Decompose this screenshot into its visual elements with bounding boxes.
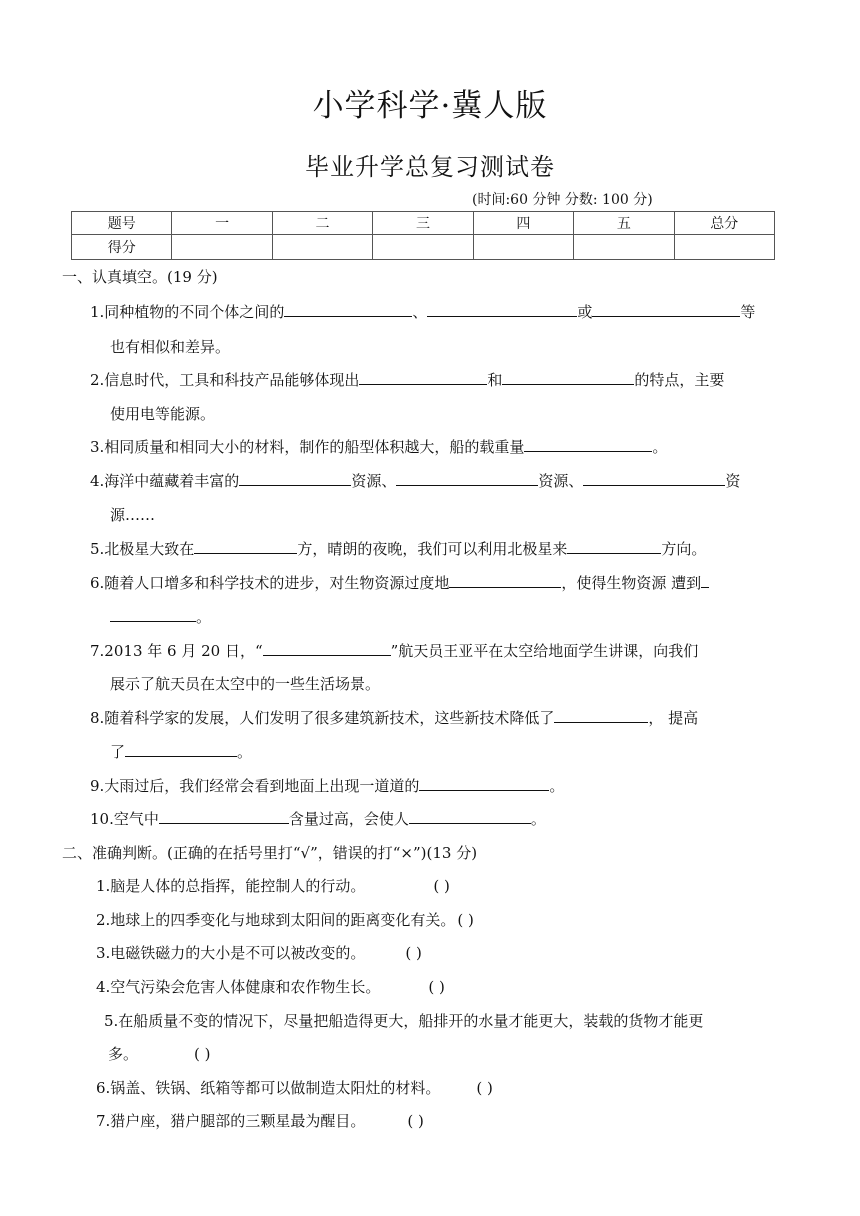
judge-item xyxy=(96,875,450,896)
question-text: 7.2013 年 6 月 20 日，“ xyxy=(90,642,263,660)
exam-meta: (时间:60 分钟 分数: 100 分) xyxy=(472,192,653,208)
question-4 xyxy=(90,470,740,491)
answer-blank[interactable] xyxy=(449,572,561,588)
score-cell[interactable] xyxy=(373,235,473,260)
score-cell[interactable] xyxy=(674,235,774,260)
question-text: 。 xyxy=(652,438,668,456)
question-4-cont: 源…… xyxy=(110,506,156,524)
answer-blank[interactable] xyxy=(419,775,549,791)
score-cell[interactable] xyxy=(172,235,272,260)
question-text: 资源、 xyxy=(351,472,397,490)
section-2-heading: 二、准确判断。(正确的在括号里打“√”，错误的打“×”)(13 分) xyxy=(62,844,478,862)
judge-text: 3.电磁铁磁力的大小是不可以被改变的。 xyxy=(96,944,366,962)
question-text: ，使得生物资源 遭到 xyxy=(561,574,702,592)
question-text: 方向。 xyxy=(661,540,707,558)
judge-item xyxy=(96,1110,424,1131)
answer-paren[interactable]: ( ) xyxy=(407,1112,424,1130)
question-text: ， 提高 xyxy=(648,709,699,727)
question-text: 3.相同质量和相同大小的材料，制作的船型体积越大，船的载重量 xyxy=(90,438,525,456)
judge-text: 2.地球上的四季变化与地球到太阳间的距离变化有关。 xyxy=(96,911,456,929)
question-text: 的特点，主要 xyxy=(634,371,725,389)
score-header-cell: 题号 xyxy=(72,212,172,235)
question-5 xyxy=(90,538,706,559)
question-text: 和 xyxy=(487,371,503,389)
page-subtitle: 毕业升学总复习测试卷 xyxy=(305,153,555,181)
answer-blank[interactable] xyxy=(263,640,391,656)
question-6-cont xyxy=(110,606,211,627)
answer-paren[interactable]: ( ) xyxy=(457,911,474,929)
answer-blank[interactable] xyxy=(396,470,538,486)
answer-blank[interactable] xyxy=(583,470,725,486)
score-table xyxy=(71,211,775,260)
answer-blank[interactable] xyxy=(359,369,487,385)
answer-blank[interactable] xyxy=(427,301,577,317)
score-table-header-row xyxy=(72,212,775,235)
question-text: 4.海洋中蕴藏着丰富的 xyxy=(90,472,240,490)
question-text: 。 xyxy=(549,777,565,795)
answer-paren[interactable]: ( ) xyxy=(433,877,450,895)
score-header-cell: 二 xyxy=(272,212,372,235)
score-row-label: 得分 xyxy=(72,235,172,260)
judge-text: 5.在船质量不变的情况下，尽量把船造得更大，船排开的水量才能更大，装载的货物才能更 xyxy=(104,1012,704,1030)
question-text: 等 xyxy=(740,303,756,321)
score-header-cell: 一 xyxy=(172,212,272,235)
score-header-cell: 四 xyxy=(473,212,573,235)
judge-text: 1.脑是人体的总指挥，能控制人的行动。 xyxy=(96,877,366,895)
question-9 xyxy=(90,775,564,796)
question-text: 。 xyxy=(196,608,212,626)
answer-blank[interactable] xyxy=(502,369,634,385)
score-header-cell: 三 xyxy=(373,212,473,235)
answer-blank[interactable] xyxy=(194,538,297,554)
score-cell[interactable] xyxy=(272,235,372,260)
answer-blank[interactable] xyxy=(409,808,531,824)
score-header-cell: 五 xyxy=(574,212,674,235)
answer-blank[interactable] xyxy=(159,808,289,824)
judge-item xyxy=(104,1010,703,1031)
answer-paren[interactable]: ( ) xyxy=(428,978,445,996)
judge-text: 多。 xyxy=(108,1045,139,1063)
judge-text: 7.猎户座，猎户腿部的三颗星最为醒目。 xyxy=(96,1112,366,1130)
question-1-cont: 也有相似和差异。 xyxy=(110,338,231,356)
question-2 xyxy=(90,369,724,390)
score-header-cell: 总分 xyxy=(674,212,774,235)
question-text: 方，晴朗的夜晚，我们可以利用北极星来 xyxy=(297,540,568,558)
answer-paren[interactable]: ( ) xyxy=(194,1045,211,1063)
answer-blank[interactable] xyxy=(284,301,412,317)
question-text: 资源、 xyxy=(538,472,584,490)
question-text: 6.随着人口增多和科学技术的进步，对生物资源过度地 xyxy=(90,574,450,592)
question-2-cont: 使用电等能源。 xyxy=(110,405,216,423)
judge-item xyxy=(96,942,422,963)
question-text: 9.大雨过后，我们经常会看到地面上出现一道道的 xyxy=(90,777,420,795)
answer-blank[interactable] xyxy=(110,606,196,622)
section-1-heading: 一、认真填空。(19 分) xyxy=(62,268,218,286)
answer-blank[interactable] xyxy=(701,572,709,588)
answer-paren[interactable]: ( ) xyxy=(476,1079,493,1097)
answer-paren[interactable]: ( ) xyxy=(405,944,422,962)
question-6 xyxy=(90,572,709,593)
answer-blank[interactable] xyxy=(524,436,652,452)
question-text: ”航天员王亚平在太空给地面学生讲课，向我们 xyxy=(390,642,699,660)
question-10 xyxy=(90,808,546,829)
question-7 xyxy=(90,640,698,661)
score-table-row xyxy=(72,235,775,260)
answer-blank[interactable] xyxy=(125,741,237,757)
question-text: 10.空气中 xyxy=(90,810,159,828)
answer-blank[interactable] xyxy=(239,470,351,486)
answer-blank[interactable] xyxy=(554,707,648,723)
question-8-cont xyxy=(110,741,252,762)
question-text: 1.同种植物的不同个体之间的 xyxy=(90,303,285,321)
judge-item xyxy=(96,909,474,930)
judge-text: 4.空气污染会危害人体健康和农作物生长。 xyxy=(96,978,381,996)
judge-item xyxy=(96,1077,493,1098)
page-title: 小学科学·冀人版 xyxy=(312,88,548,124)
question-text: 8.随着科学家的发展，人们发明了很多建筑新技术，这些新技术降低了 xyxy=(90,709,555,727)
score-cell[interactable] xyxy=(473,235,573,260)
judge-item xyxy=(96,976,445,997)
question-text: 2.信息时代，工具和科技产品能够体现出 xyxy=(90,371,360,389)
judge-text: 6.锅盖、铁锅、纸箱等都可以做制造太阳灶的材料。 xyxy=(96,1079,441,1097)
question-text: 。 xyxy=(237,743,253,761)
question-8 xyxy=(90,707,698,728)
question-text: 含量过高，会使人 xyxy=(288,810,409,828)
question-1 xyxy=(90,301,755,322)
question-text: 5.北极星大致在 xyxy=(90,540,195,558)
question-text: 了 xyxy=(110,743,126,761)
question-text: 资 xyxy=(725,472,741,490)
question-text: 、 xyxy=(412,303,428,321)
score-cell[interactable] xyxy=(574,235,674,260)
question-7-cont: 展示了航天员在太空中的一些生活场景。 xyxy=(110,675,381,693)
question-text: 或 xyxy=(577,303,593,321)
judge-item-cont xyxy=(108,1043,211,1064)
answer-blank[interactable] xyxy=(592,301,740,317)
answer-blank[interactable] xyxy=(567,538,661,554)
question-3 xyxy=(90,436,667,457)
question-text: 。 xyxy=(530,810,546,828)
